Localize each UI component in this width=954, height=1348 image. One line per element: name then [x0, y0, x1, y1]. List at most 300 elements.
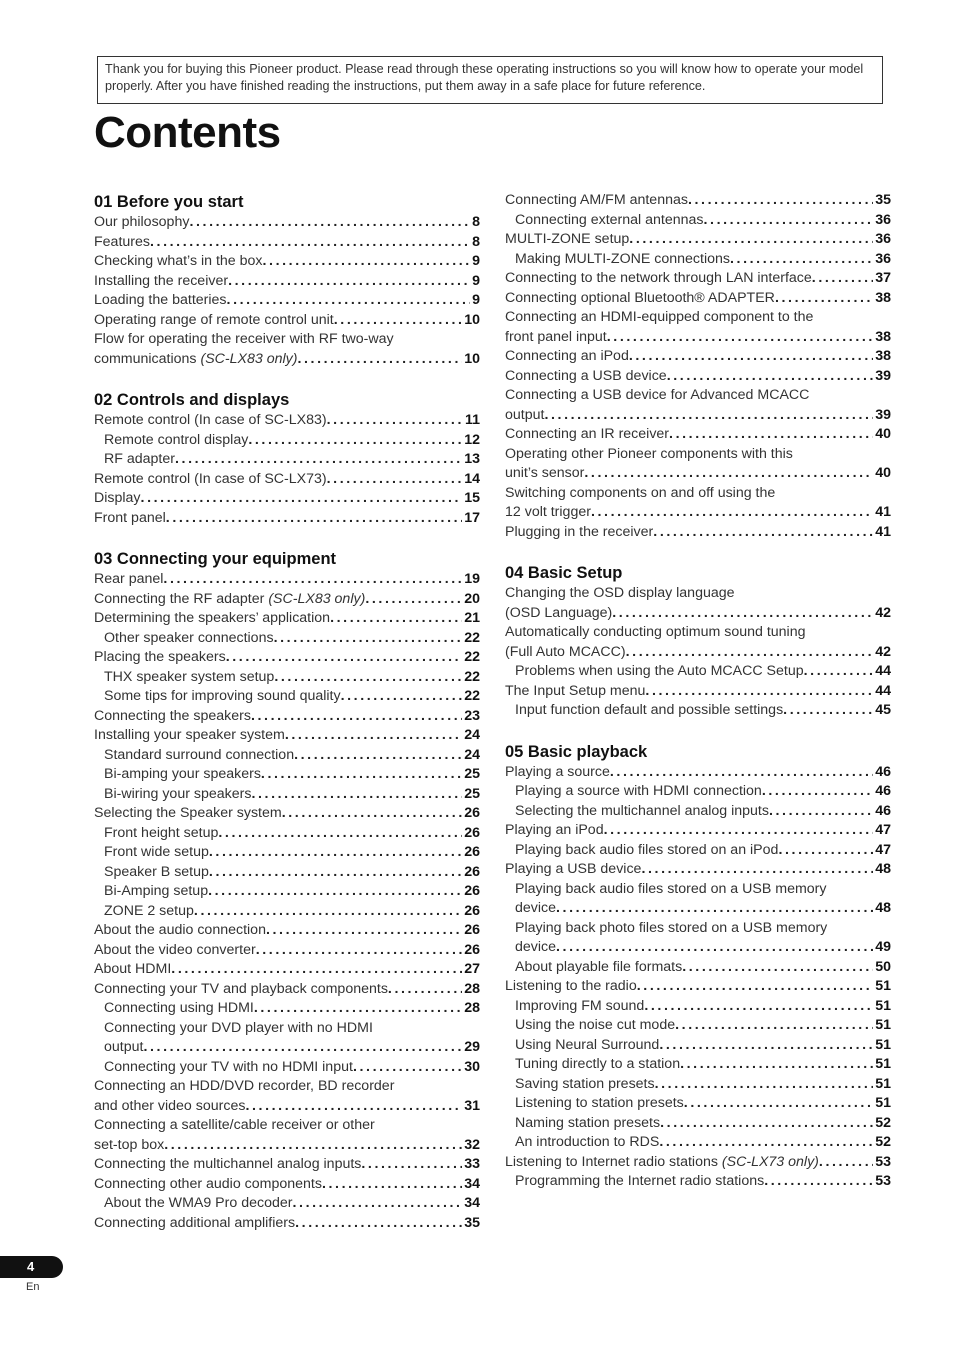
toc-page-number: 28	[464, 980, 480, 997]
toc-page-number: 9	[472, 292, 480, 308]
toc-entry-title	[104, 668, 274, 688]
toc-entry[interactable]	[505, 860, 891, 880]
toc-entry-title	[505, 406, 544, 426]
dot-leader	[282, 804, 463, 824]
toc-entry-first-line[interactable]: Connecting an HDMI-equipped component to the	[505, 309, 814, 325]
toc-entry-text: Checking what’s in the box	[94, 253, 263, 269]
dot-leader	[365, 590, 462, 610]
toc-entry-title	[505, 289, 775, 309]
toc-subentry[interactable]	[505, 899, 891, 919]
toc-page-number: 46	[875, 802, 891, 819]
toc-subentry[interactable]	[505, 1133, 891, 1153]
toc-subentry[interactable]	[505, 1114, 891, 1134]
toc-subentry[interactable]	[94, 668, 480, 688]
toc-entry-title	[505, 347, 629, 367]
toc-entry-title	[505, 763, 610, 783]
toc-page-number: 38	[875, 289, 891, 306]
dot-leader	[189, 213, 470, 233]
dot-leader	[769, 802, 873, 822]
toc-page-number: 44	[875, 682, 891, 699]
toc-entry-title	[94, 233, 150, 253]
dot-leader	[659, 1036, 873, 1056]
toc-entry-text: device	[515, 900, 557, 916]
toc-page-number: 47	[875, 822, 891, 838]
section-spacer	[94, 528, 480, 548]
toc-entry-title	[104, 882, 208, 902]
toc-entry-text: Some tips for improving sound quality	[104, 688, 341, 704]
toc-entry-title	[104, 431, 248, 451]
dot-leader	[607, 328, 873, 348]
toc-entry-title	[515, 1036, 659, 1056]
dot-leader	[812, 269, 873, 289]
toc-entry[interactable]	[94, 1175, 480, 1195]
toc-entry-text: About playable file formats	[515, 958, 683, 975]
toc-subentry[interactable]	[94, 629, 480, 649]
section-heading: 01 Before you start	[94, 193, 244, 211]
toc-entry-text: Bi-amping your speakers	[104, 766, 261, 782]
toc-entry-text: Determining the speakers’ application	[94, 610, 331, 626]
toc-entry-title	[94, 509, 166, 529]
toc-page-number: 31	[464, 1097, 480, 1114]
toc-entry[interactable]	[94, 980, 480, 1000]
toc-entry-first-line[interactable]: Automatically conducting optimum sound tuning	[505, 624, 806, 640]
toc-entry-text: Making MULTI-ZONE connections	[515, 250, 730, 267]
toc-subentry[interactable]	[505, 211, 891, 231]
toc-entry-title	[94, 272, 228, 292]
toc-page-number: 49	[875, 939, 891, 955]
dot-leader	[584, 464, 873, 484]
toc-entry-title	[94, 570, 163, 590]
toc-entry-text: Playing a USB device	[505, 861, 642, 877]
toc-subentry[interactable]	[94, 1038, 480, 1058]
toc-entry[interactable]	[94, 213, 480, 233]
toc-entry-title	[94, 1097, 245, 1117]
toc-entry[interactable]	[94, 1097, 480, 1117]
toc-entry-text: Playing a source	[505, 763, 610, 780]
toc-entry[interactable]	[505, 230, 891, 250]
dot-leader	[166, 509, 462, 529]
dot-leader	[294, 746, 462, 766]
toc-entry-first-line[interactable]: Switching components on and off using the	[505, 484, 776, 501]
toc-entry-title	[94, 609, 330, 629]
toc-subentry[interactable]	[505, 1172, 891, 1192]
toc-entry[interactable]	[94, 272, 480, 292]
language-label: En	[26, 1281, 40, 1293]
toc-subentry[interactable]	[505, 1094, 891, 1114]
toc-entry-text: Other speaker connections	[104, 629, 274, 646]
toc-subentry[interactable]	[505, 938, 891, 958]
toc-subentry[interactable]	[505, 958, 891, 978]
toc-page-number: 22	[464, 629, 480, 646]
toc-entry-title	[515, 1114, 660, 1134]
toc-page-number: 50	[875, 958, 891, 975]
toc-entry-first-line[interactable]: Operating other Pioneer components with this	[505, 445, 793, 462]
page-number-tab	[0, 1256, 63, 1278]
toc-entry[interactable]	[505, 682, 891, 702]
toc-subentry[interactable]	[505, 802, 891, 822]
section-heading: 04 Basic Setup	[505, 564, 623, 582]
dot-leader	[626, 643, 874, 663]
toc-entry-text: About HDMI	[94, 961, 172, 977]
toc-entry-title	[505, 604, 612, 624]
dot-leader	[629, 230, 873, 250]
toc-entry[interactable]	[505, 464, 891, 484]
toc-entry-title	[94, 470, 327, 490]
toc-entry-text: Rear panel	[94, 571, 164, 587]
toc-entry-text: Speaker B setup	[104, 863, 209, 880]
toc-entry-title	[104, 1194, 292, 1214]
toc-page-number: 28	[464, 1000, 480, 1016]
toc-entry-text: Playing back audio files stored on an iPod	[515, 841, 779, 858]
toc-entry-text: Installing the receiver	[94, 272, 229, 289]
toc-page-number: 51	[875, 978, 891, 994]
toc-entry-text: Connecting an iPod	[505, 348, 629, 364]
toc-subentry[interactable]	[94, 843, 480, 863]
dot-leader	[327, 470, 463, 490]
toc-page-number: 34	[464, 1175, 480, 1192]
toc-entry-text: Display	[94, 490, 141, 506]
toc-entry-title	[104, 629, 274, 649]
dot-leader	[688, 191, 873, 211]
toc-page-number: 21	[464, 610, 480, 626]
toc-page-number: 8	[472, 214, 480, 230]
toc-page-number: 13	[464, 451, 480, 467]
toc-page-number: 12	[464, 431, 480, 448]
toc-entry[interactable]	[94, 1155, 480, 1175]
toc-entry[interactable]	[94, 411, 480, 431]
dot-leader	[254, 999, 462, 1019]
toc-entry[interactable]	[505, 604, 891, 624]
dot-leader	[248, 431, 462, 451]
dot-leader	[629, 347, 873, 367]
toc-entry-text: Improving FM sound	[515, 997, 645, 1014]
toc-entry-title	[94, 726, 285, 746]
dot-leader	[669, 425, 873, 445]
toc-entry-text: Listening to Internet radio stations	[505, 1153, 718, 1170]
toc-page-number: 26	[464, 844, 480, 860]
toc-entry-title	[515, 1055, 680, 1075]
dot-leader	[556, 938, 873, 958]
toc-entry[interactable]	[505, 425, 891, 445]
toc-subentry[interactable]	[94, 746, 480, 766]
toc-entry-text: About the audio connection	[94, 922, 266, 938]
toc-entry-title	[515, 1172, 764, 1192]
toc-entry-text: Programming the Internet radio stations	[515, 1173, 765, 1189]
toc-page-number: 25	[464, 766, 480, 782]
toc-page-number: 51	[875, 1056, 891, 1072]
toc-entry-text: Loading the batteries	[94, 292, 227, 308]
toc-entry[interactable]	[94, 707, 480, 727]
toc-entry-text: Connecting the multichannel analog inputs	[94, 1156, 362, 1172]
toc-entry-text: Saving station presets	[515, 1075, 655, 1092]
toc-entry-text: Using Neural Surround	[515, 1036, 660, 1053]
dot-leader	[653, 523, 873, 543]
toc-entry[interactable]	[94, 1136, 480, 1156]
toc-entry-text: Operating range of remote control unit	[94, 311, 334, 328]
toc-entry[interactable]	[505, 328, 891, 348]
toc-page-number: 45	[875, 702, 891, 718]
toc-subentry[interactable]	[94, 687, 480, 707]
toc-entry-title	[104, 746, 294, 766]
toc-entry-text: and other video sources	[94, 1097, 246, 1114]
dot-leader	[227, 291, 471, 311]
dot-leader	[610, 763, 873, 783]
toc-page-number: 51	[875, 997, 891, 1014]
toc-page-number: 52	[875, 1134, 891, 1150]
toc-subentry[interactable]	[94, 882, 480, 902]
dot-leader	[704, 211, 874, 231]
toc-entry[interactable]	[94, 252, 480, 272]
toc-entry[interactable]	[505, 821, 891, 841]
toc-subentry[interactable]	[94, 1194, 480, 1214]
toc-subentry[interactable]	[94, 1058, 480, 1078]
toc-page-number: 52	[875, 1114, 891, 1131]
toc-subentry[interactable]	[94, 999, 480, 1019]
toc-entry-title	[94, 311, 334, 331]
toc-entry[interactable]	[505, 503, 891, 523]
toc-entry[interactable]	[505, 1153, 891, 1173]
toc-page-number: 26	[464, 805, 480, 821]
toc-entry-text: (OSD Language)	[505, 604, 613, 621]
dot-leader	[819, 1153, 873, 1173]
toc-entry-title	[515, 1075, 655, 1095]
section-heading: 03 Connecting your equipment	[94, 550, 337, 568]
toc-entry[interactable]	[94, 941, 480, 961]
toc-page-number: 22	[464, 668, 480, 685]
toc-entry-title	[515, 1094, 684, 1114]
toc-page-number: 24	[464, 746, 480, 763]
toc-entry[interactable]	[505, 347, 891, 367]
dot-leader	[637, 977, 873, 997]
toc-entry-title	[104, 1038, 143, 1058]
toc-entry-text: Using the noise cut mode	[515, 1017, 676, 1033]
toc-page-number: 23	[464, 707, 480, 724]
toc-page-number: 47	[875, 841, 891, 858]
toc-entry-first-line[interactable]: Connecting a satellite/cable receiver or other	[94, 1117, 375, 1133]
toc-entry-title	[104, 1058, 353, 1078]
toc-entry[interactable]	[94, 648, 480, 668]
dot-leader	[804, 662, 874, 682]
toc-entry[interactable]	[94, 350, 480, 370]
toc-entry-text: communications	[94, 350, 197, 367]
toc-page-number: 29	[464, 1039, 480, 1055]
toc-entry-title	[94, 804, 282, 824]
toc-page-number: 34	[464, 1195, 480, 1211]
toc-entry-text: Selecting the Speaker system	[94, 805, 282, 821]
toc-entry-text: Features	[94, 233, 150, 250]
toc-entry[interactable]	[94, 489, 480, 509]
toc-entry-text: front panel input	[505, 328, 607, 345]
toc-subentry[interactable]	[505, 250, 891, 270]
toc-page-number: 33	[464, 1156, 480, 1172]
toc-subentry[interactable]	[94, 824, 480, 844]
toc-subentry[interactable]	[505, 1036, 891, 1056]
dot-leader	[778, 841, 873, 861]
toc-entry-first-line[interactable]: Playing back audio files stored on a USB memory	[515, 880, 827, 897]
toc-entry[interactable]	[505, 643, 891, 663]
toc-page-number: 37	[875, 270, 891, 286]
toc-page-number: 15	[464, 490, 480, 506]
toc-entry-text: Installing your speaker system	[94, 727, 285, 743]
toc-entry-text: Remote control (In case of SC-LX83)	[94, 412, 327, 428]
toc-entry-text: Naming station presets	[515, 1114, 661, 1131]
toc-page-number: 39	[875, 406, 891, 423]
section-spacer	[505, 542, 891, 562]
dot-leader	[684, 1094, 873, 1114]
dot-leader	[163, 570, 462, 590]
toc-entry-text: Playing a source with HDMI connection	[515, 783, 762, 799]
dot-leader	[266, 921, 462, 941]
toc-subentry[interactable]	[505, 782, 891, 802]
dot-leader	[226, 648, 463, 668]
toc-entry-title	[505, 977, 637, 997]
toc-entry-title	[505, 503, 591, 523]
toc-entry-text: device	[515, 939, 557, 955]
toc-page-number: 38	[875, 348, 891, 364]
page-number: 4	[27, 1259, 35, 1274]
toc-entry-title	[104, 902, 194, 922]
section-heading: 05 Basic playback	[505, 742, 648, 761]
dot-leader	[208, 882, 462, 902]
toc-page-number: 22	[464, 649, 480, 665]
toc-entry-title	[104, 999, 254, 1019]
toc-page-number: 8	[472, 233, 480, 250]
toc-entry-title	[515, 1133, 659, 1153]
toc-page-number: 36	[875, 250, 891, 267]
toc-entry[interactable]	[94, 960, 480, 980]
toc-entry[interactable]	[94, 1214, 480, 1234]
toc-entry-title	[515, 802, 769, 822]
toc-entry-title	[94, 648, 226, 668]
toc-entry-title	[104, 450, 175, 470]
toc-entry-text: Connecting your TV with no HDMI input	[104, 1058, 353, 1075]
toc-page-number: 46	[875, 783, 891, 799]
toc-entry[interactable]	[94, 921, 480, 941]
toc-subentry[interactable]	[505, 1075, 891, 1095]
toc-entry[interactable]	[505, 191, 891, 211]
toc-entry[interactable]	[505, 406, 891, 426]
toc-page-number: 9	[472, 253, 480, 269]
toc-entry[interactable]	[505, 269, 891, 289]
toc-entry-first-line[interactable]: Connecting your DVD player with no HDMI	[104, 1019, 373, 1036]
toc-entry-first-line[interactable]: Playing back photo files stored on a USB memory	[515, 919, 828, 936]
dot-leader	[218, 824, 462, 844]
toc-entry-title	[515, 701, 783, 721]
toc-page-number: 46	[875, 763, 891, 780]
toc-entry-title	[505, 821, 604, 841]
toc-page-number: 14	[464, 470, 480, 487]
dot-leader	[659, 1133, 873, 1153]
dot-leader	[544, 406, 873, 426]
dot-leader	[556, 899, 873, 919]
toc-subentry[interactable]	[94, 863, 480, 883]
toc-entry-title	[94, 960, 171, 980]
toc-page-number: 51	[875, 1075, 891, 1092]
toc-entry-title	[515, 662, 804, 682]
dot-leader	[644, 997, 873, 1017]
toc-entry-text: Plugging in the receiver	[505, 523, 654, 540]
toc-entry[interactable]	[505, 367, 891, 387]
toc-entry-text: Connecting using HDMI	[104, 1000, 254, 1016]
dot-leader	[150, 233, 470, 253]
toc-entry-text: Remote control display	[104, 431, 249, 448]
toc-entry[interactable]	[505, 977, 891, 997]
toc-entry-first-line[interactable]: Changing the OSD display language	[505, 585, 735, 601]
toc-entry[interactable]	[94, 726, 480, 746]
toc-entry[interactable]	[94, 590, 480, 610]
dot-leader	[297, 350, 462, 370]
toc-page-number: 36	[875, 211, 891, 228]
toc-entry[interactable]	[94, 291, 480, 311]
toc-subentry[interactable]	[505, 662, 891, 682]
toc-entry-text: ZONE 2 setup	[104, 902, 194, 919]
dot-leader	[256, 941, 463, 961]
toc-subentry[interactable]	[505, 1016, 891, 1036]
toc-subentry[interactable]	[94, 765, 480, 785]
toc-entry[interactable]	[94, 570, 480, 590]
toc-subentry[interactable]	[505, 701, 891, 721]
toc-entry-title	[94, 350, 297, 370]
toc-entry-text: Listening to station presets	[515, 1095, 684, 1111]
toc-page-number: 39	[875, 367, 891, 384]
toc-entry-text: THX speaker system setup	[104, 668, 275, 685]
page-title: Contents	[94, 108, 281, 157]
toc-subentry[interactable]	[505, 1055, 891, 1075]
toc-subentry[interactable]	[94, 431, 480, 451]
dot-leader	[295, 1214, 462, 1234]
toc-entry-text: Playing an iPod	[505, 822, 604, 838]
toc-entry[interactable]	[94, 311, 480, 331]
dot-leader	[660, 1114, 873, 1134]
toc-entry[interactable]	[94, 233, 480, 253]
toc-entry[interactable]	[94, 470, 480, 490]
toc-entry-first-line[interactable]: Flow for operating the receiver with RF two-way	[94, 331, 394, 347]
dot-leader	[251, 785, 462, 805]
toc-entry[interactable]	[505, 763, 891, 783]
toc-entry-text: Selecting the multichannel analog inputs	[515, 802, 769, 819]
toc-entry-title	[505, 269, 812, 289]
toc-entry[interactable]	[505, 523, 891, 543]
toc-entry-text: Input function default and possible settings	[515, 702, 784, 718]
toc-entry-first-line[interactable]: Connecting a USB device for Advanced MCACC	[505, 387, 810, 403]
toc-page-number: 26	[464, 941, 480, 958]
dot-leader	[680, 1055, 873, 1075]
dot-leader	[330, 609, 462, 629]
dot-leader	[322, 1175, 462, 1195]
toc-entry-title	[104, 824, 218, 844]
toc-subentry[interactable]	[505, 997, 891, 1017]
toc-entry[interactable]	[94, 509, 480, 529]
toc-subentry[interactable]	[94, 785, 480, 805]
toc-page-number: 42	[875, 643, 891, 660]
toc-entry-text: Front panel	[94, 509, 166, 526]
toc-page-number: 27	[464, 961, 480, 977]
toc-entry-text: Remote control (In case of SC-LX73)	[94, 470, 327, 487]
toc-entry[interactable]	[505, 289, 891, 309]
toc-entry-first-line[interactable]: Connecting an HDD/DVD recorder, BD recorder	[94, 1078, 395, 1094]
intro-notice-box	[97, 56, 883, 104]
toc-subentry[interactable]	[94, 450, 480, 470]
toc-entry-text: output	[505, 406, 545, 423]
toc-subentry[interactable]	[505, 841, 891, 861]
toc-entry-model-note: (SC-LX83 only)	[200, 350, 298, 367]
toc-entry[interactable]	[94, 609, 480, 629]
toc-subentry[interactable]	[94, 902, 480, 922]
toc-entry-text: Front height setup	[104, 824, 219, 841]
dot-leader	[655, 1075, 874, 1095]
toc-entry[interactable]	[94, 804, 480, 824]
dot-leader	[604, 821, 874, 841]
